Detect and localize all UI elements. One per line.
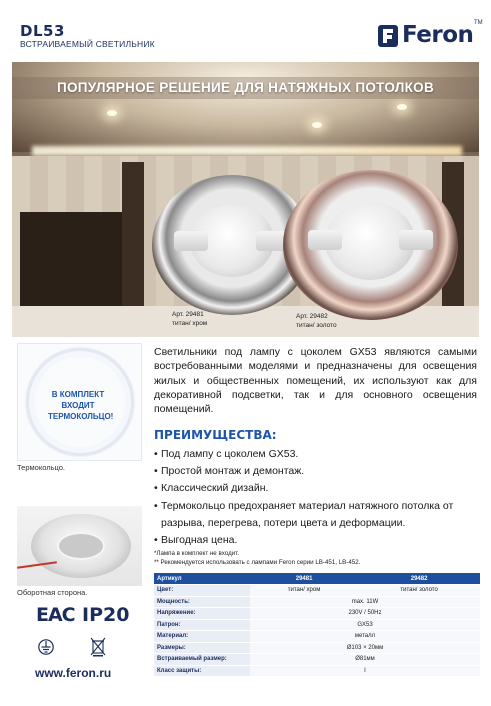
fixture-29482-image — [283, 170, 458, 320]
table-row — [154, 654, 480, 666]
spec-label: Размеры: — [154, 642, 250, 654]
list-item: • Термокольцо предохраняет материал натяжного потолка от разрыва, перегрева, потери цвета и деформации. — [154, 498, 480, 532]
advantages-list — [154, 446, 480, 549]
spec-value: I — [250, 665, 480, 677]
spec-value: 230V / 50Hz — [250, 608, 480, 620]
table-row — [154, 585, 480, 597]
column-header: Артикул — [154, 573, 250, 585]
ceiling-spotlight — [397, 104, 407, 110]
table-row — [154, 631, 480, 643]
ceiling-spotlight — [107, 110, 117, 116]
hero-title: ПОПУЛЯРНОЕ РЕШЕНИЕ ДЛЯ НАТЯЖНЫХ ПОТОЛКОВ — [56, 80, 435, 95]
table-row — [154, 619, 480, 631]
spec-label: Встраиваемый размер: — [154, 654, 250, 666]
list-item: • Простой монтаж и демонтаж. — [154, 463, 480, 480]
product-description: Светильники под лампу с цоколем GX53 являются самыми востребованными моделями и предназначены для освещения жилых и общественных помещений, их используют как для декоративной подсветки, так и для основного освещения помещений. — [154, 346, 477, 416]
finish: титан/ хром — [172, 319, 208, 327]
trademark: TM — [474, 20, 483, 26]
spec-label: Патрон: — [154, 619, 250, 631]
ceiling — [12, 62, 479, 152]
spec-value: титан/ хром — [250, 585, 358, 597]
table-row — [154, 642, 480, 654]
spec-value: GX53 — [250, 619, 480, 631]
thermo-ring-caption: Термокольцо. — [17, 463, 65, 472]
spec-value: Ø81мм — [250, 654, 480, 666]
spec-label: Напряжение: — [154, 608, 250, 620]
back-side-caption: Оборотная сторона. — [17, 588, 88, 597]
brand-name: Feron — [402, 22, 474, 48]
feron-logo-icon — [378, 25, 398, 47]
product-label-29482 — [296, 313, 337, 330]
back-side-image — [17, 506, 142, 586]
list-item: • Выгодная цена. — [154, 532, 480, 549]
list-item: • Классический дизайн. — [154, 480, 480, 497]
table-row — [154, 596, 480, 608]
spec-label: Материал: — [154, 631, 250, 643]
ground-icon — [38, 638, 54, 656]
website-link[interactable]: www.feron.ru — [35, 666, 112, 680]
footnote: *Лампа в комплект не входит. — [154, 550, 240, 557]
thermo-ring-image — [17, 343, 142, 461]
spec-value: Ø103 × 20мм — [250, 642, 480, 654]
spec-label: Класс защиты: — [154, 665, 250, 677]
product-type: ВСТРАИВАЕМЫЙ СВЕТИЛЬНИК — [20, 39, 155, 49]
product-label-29481 — [172, 311, 207, 328]
spec-table — [154, 573, 480, 677]
ip-rating: IP20 — [82, 604, 130, 626]
thermo-ring-badge: В КОМПЛЕКТ ВХОДИТ ТЕРМОКОЛЬЦО! — [48, 390, 114, 421]
model-code: DL53 — [20, 22, 65, 40]
ceiling-cove-light — [32, 146, 462, 156]
column-header: 29481 — [250, 573, 358, 585]
eac-mark: EAC — [36, 604, 75, 626]
feron-logo — [378, 20, 483, 50]
article-number: Арт. 29482 — [296, 313, 328, 320]
spec-value: металл — [250, 631, 480, 643]
weee-bin-icon — [90, 637, 106, 657]
page-header — [0, 0, 491, 62]
spec-value: титан/ золото — [358, 585, 480, 597]
table-row — [154, 608, 480, 620]
finish: титан/ золото — [296, 321, 337, 329]
table-row — [154, 665, 480, 677]
table-header-row — [154, 573, 480, 585]
spec-value: max. 11W — [250, 596, 480, 608]
spec-label: Мощность: — [154, 596, 250, 608]
column-header: 29482 — [358, 573, 480, 585]
advantages-title: ПРЕИМУЩЕСТВА: — [154, 428, 277, 442]
list-item: • Под лампу с цоколем GX53. — [154, 446, 480, 463]
spec-label: Цвет: — [154, 585, 250, 597]
article-number: Арт. 29481 — [172, 311, 204, 318]
certifications — [36, 604, 130, 664]
ceiling-spotlight — [312, 122, 322, 128]
interior-pillar — [122, 162, 144, 312]
footnote: ** Рекомендуется использовать с лампами Feron серии LB-451, LB-452. — [154, 559, 361, 566]
lamp-socket — [57, 532, 105, 560]
